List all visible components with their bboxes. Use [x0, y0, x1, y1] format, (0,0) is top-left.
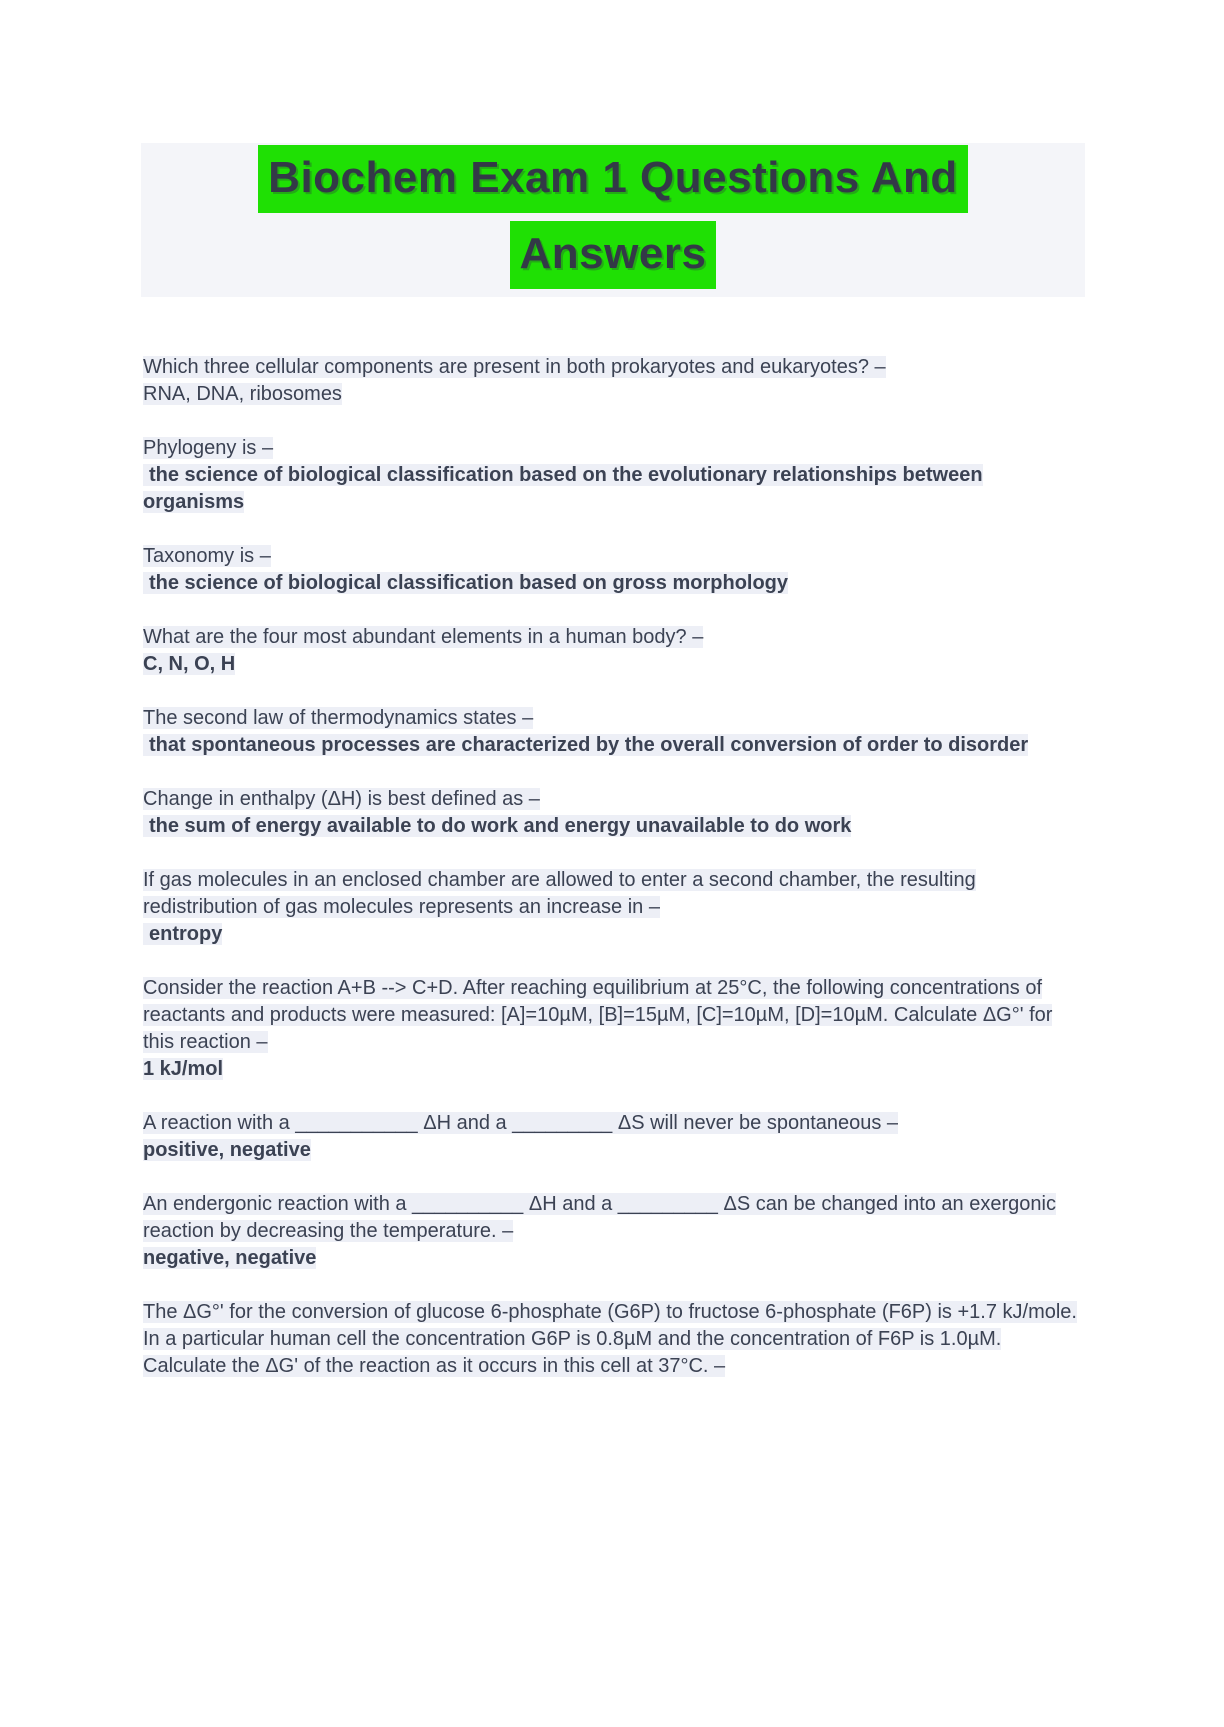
title-banner — [141, 143, 1085, 297]
question-text: The second law of thermodynamics states – — [143, 707, 534, 729]
qa-item — [143, 1110, 1083, 1164]
question-text: Phylogeny is – — [143, 437, 274, 459]
answer-text: the sum of energy available to do work and energy unavailable to do work — [143, 815, 851, 837]
qa-list — [143, 354, 1083, 1380]
answer-text: negative, negative — [143, 1247, 317, 1269]
question-text: What are the four most abundant elements in a human body? – — [143, 626, 704, 648]
question-text: An endergonic reaction with a __________ ΔH and a _________ ΔS can be changed into an exergonic reaction by decreasing the temperature. – — [143, 1193, 1056, 1242]
qa-item — [143, 1299, 1083, 1380]
question-text: Taxonomy is – — [143, 545, 271, 567]
answer-text: 1 kJ/mol — [143, 1058, 224, 1080]
page-title-line-1 — [141, 145, 1085, 221]
qa-item — [143, 786, 1083, 840]
qa-item — [143, 543, 1083, 597]
qa-item — [143, 975, 1083, 1083]
question-text: Which three cellular components are present in both prokaryotes and eukaryotes? – — [143, 356, 886, 378]
answer-text: positive, negative — [143, 1139, 311, 1161]
answer-text: the science of biological classification based on gross morphology — [143, 572, 788, 594]
question-text: If gas molecules in an enclosed chamber are allowed to enter a second chamber, the resulting redistribution of gas molecules represents an increase in – — [143, 869, 976, 918]
qa-item — [143, 705, 1083, 759]
question-text: A reaction with a ___________ ΔH and a _________ ΔS will never be spontaneous – — [143, 1112, 899, 1134]
qa-item — [143, 867, 1083, 948]
page-title: Biochem Exam 1 Questions And — [258, 145, 968, 213]
qa-item — [143, 1191, 1083, 1272]
question-text: Consider the reaction A+B --> C+D. After reaching equilibrium at 25°C, the following concentrations of reactants and products were measured: [A]=10µM, [B]=15µM, [C]=10µM, [D]=10µM. Calculate ΔG°' for this reaction – — [143, 977, 1053, 1053]
page-title-continued: Answers — [510, 221, 717, 289]
qa-item — [143, 435, 1083, 516]
answer-text: entropy — [143, 923, 222, 945]
question-text: Change in enthalpy (ΔH) is best defined as – — [143, 788, 540, 810]
answer-text: RNA, DNA, ribosomes — [143, 383, 342, 405]
question-text: The ΔG°' for the conversion of glucose 6-phosphate (G6P) to fructose 6-phosphate (F6P) is +1.7 kJ/mole. In a particular human cell the concentration G6P is 0.8µM and the concentration of F6P is 1.0µM. Calculate the ΔG' of the reaction as it occurs in this cell at 37°C. – — [143, 1301, 1077, 1377]
answer-text: that spontaneous processes are characterized by the overall conversion of order to disorder — [143, 734, 1028, 756]
page-title-line-2 — [141, 221, 1085, 297]
document-page — [0, 143, 1224, 1380]
answer-text: the science of biological classification based on the evolutionary relationships between organisms — [143, 464, 983, 513]
qa-item — [143, 624, 1083, 678]
answer-text: C, N, O, H — [143, 653, 236, 675]
qa-item — [143, 354, 1083, 408]
